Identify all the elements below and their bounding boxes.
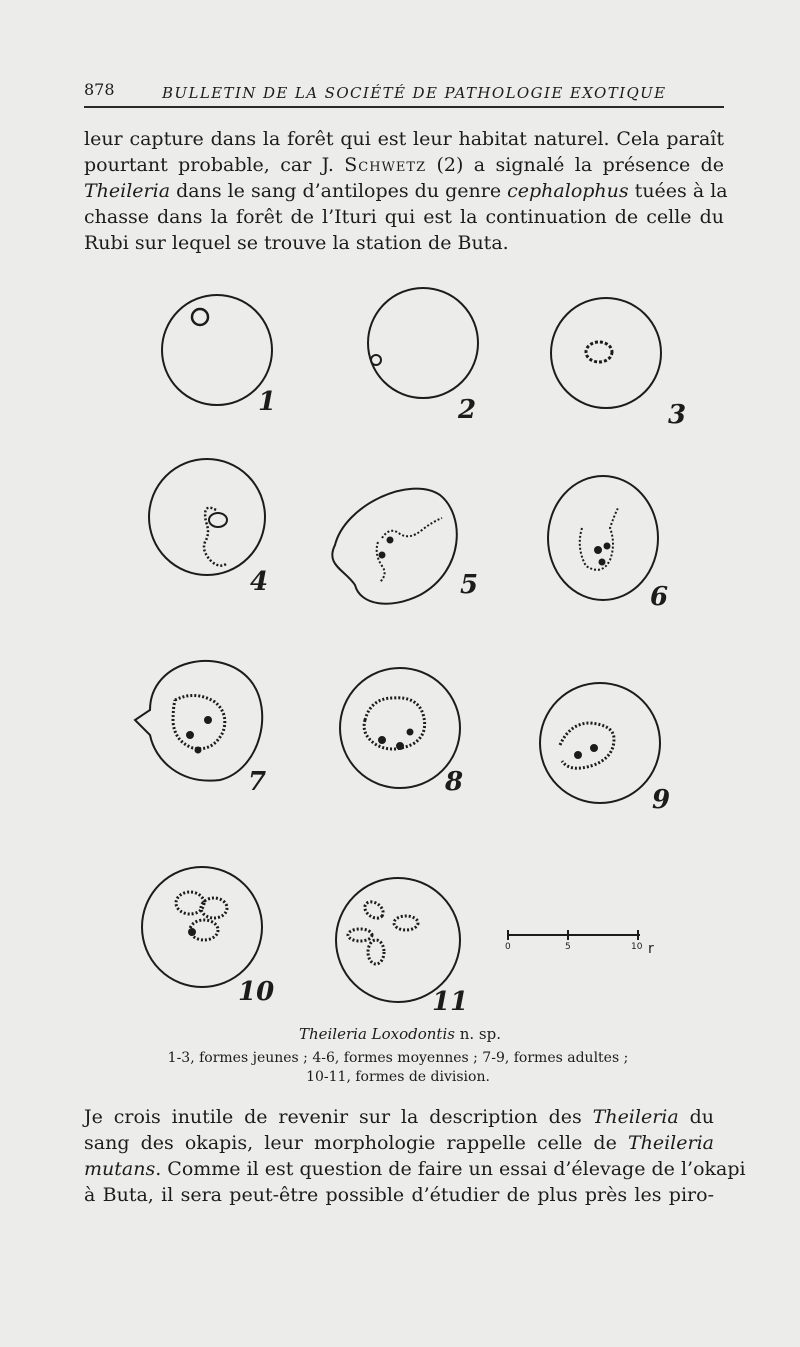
figure-caption-body — [118, 1049, 678, 1087]
cell-3 — [551, 298, 686, 430]
scale-tick-label: 5 — [565, 942, 571, 952]
figure-label: 9 — [652, 785, 671, 815]
scale-bar — [505, 930, 654, 957]
cell-9 — [540, 683, 670, 815]
figure-label: 6 — [650, 582, 669, 612]
scale-tick-label: 10 — [631, 942, 643, 952]
cell-10 — [142, 867, 274, 1007]
scale-unit: r — [648, 941, 654, 957]
cell-2 — [368, 288, 478, 425]
figure-label: 2 — [458, 395, 477, 425]
figure-label: 3 — [668, 400, 687, 430]
cell-1 — [162, 295, 276, 417]
paragraph-top — [84, 126, 728, 256]
author-name: Schwetz — [344, 154, 427, 176]
caption-line: 10-11, formes de division. — [306, 1069, 490, 1085]
figure-label: 4 — [250, 567, 269, 597]
cell-11 — [336, 878, 468, 1017]
blood-cell-figure — [120, 280, 710, 1020]
species-name: mutans — [84, 1158, 156, 1180]
caption-line: 1-3, formes jeunes ; 4-6, formes moyennes ; 7-9, formes adultes ; — [167, 1050, 629, 1066]
page-header — [84, 76, 724, 106]
running-title: BULLETIN DE LA SOCIÉTÉ DE PATHOLOGIE EXOTIQUE — [162, 84, 667, 102]
cell-4 — [149, 459, 268, 597]
scale-tick-label: 0 — [505, 942, 511, 952]
text-line: chasse dans la forêt de l’Ituri qui est la continuation de celle du — [84, 206, 724, 228]
genus-name: Theileria — [84, 180, 171, 202]
text-line: Theileria dans le sang d’antilopes du genre cephalophus tuées à la — [84, 180, 728, 202]
text-line: Rubi sur lequel se trouve la station de Buta. — [84, 232, 509, 254]
header-rule — [84, 106, 724, 108]
text-line: leur capture dans la forêt qui est leur habitat naturel. Cela paraît — [84, 128, 724, 150]
text-line: à Buta, il sera peut-être possible d’étudier de plus près les piro- — [84, 1184, 714, 1206]
genus-name: cephalophus — [507, 180, 629, 202]
cell-8 — [340, 668, 463, 797]
cell-5 — [332, 489, 478, 604]
figure-label: 10 — [238, 977, 275, 1007]
text-line: pourtant probable, car J. Schwetz (2) a signalé la présence de — [84, 154, 724, 176]
figure-label: 7 — [248, 767, 267, 797]
cell-6 — [548, 476, 668, 612]
text-line: sang des okapis, leur morphologie rappelle celle de Theileria — [84, 1132, 714, 1154]
figure-label: 5 — [460, 570, 479, 600]
genus-name: Theileria — [592, 1106, 679, 1128]
figure-label: 1 — [258, 387, 277, 417]
figure-label: 11 — [432, 987, 469, 1017]
text-line: Je crois inutile de revenir sur la description des Theileria du — [84, 1106, 714, 1128]
genus-name: Theileria — [627, 1132, 714, 1154]
cell-7 — [135, 661, 266, 797]
figure-label: 8 — [445, 767, 464, 797]
figure-caption-title: Theileria Loxodontis n. sp. — [298, 1025, 502, 1043]
text-line: mutans. Comme il est question de faire un essai d’élevage de l’okapi — [84, 1158, 746, 1180]
page-number: 878 — [84, 80, 115, 99]
paragraph-bottom — [84, 1104, 746, 1208]
